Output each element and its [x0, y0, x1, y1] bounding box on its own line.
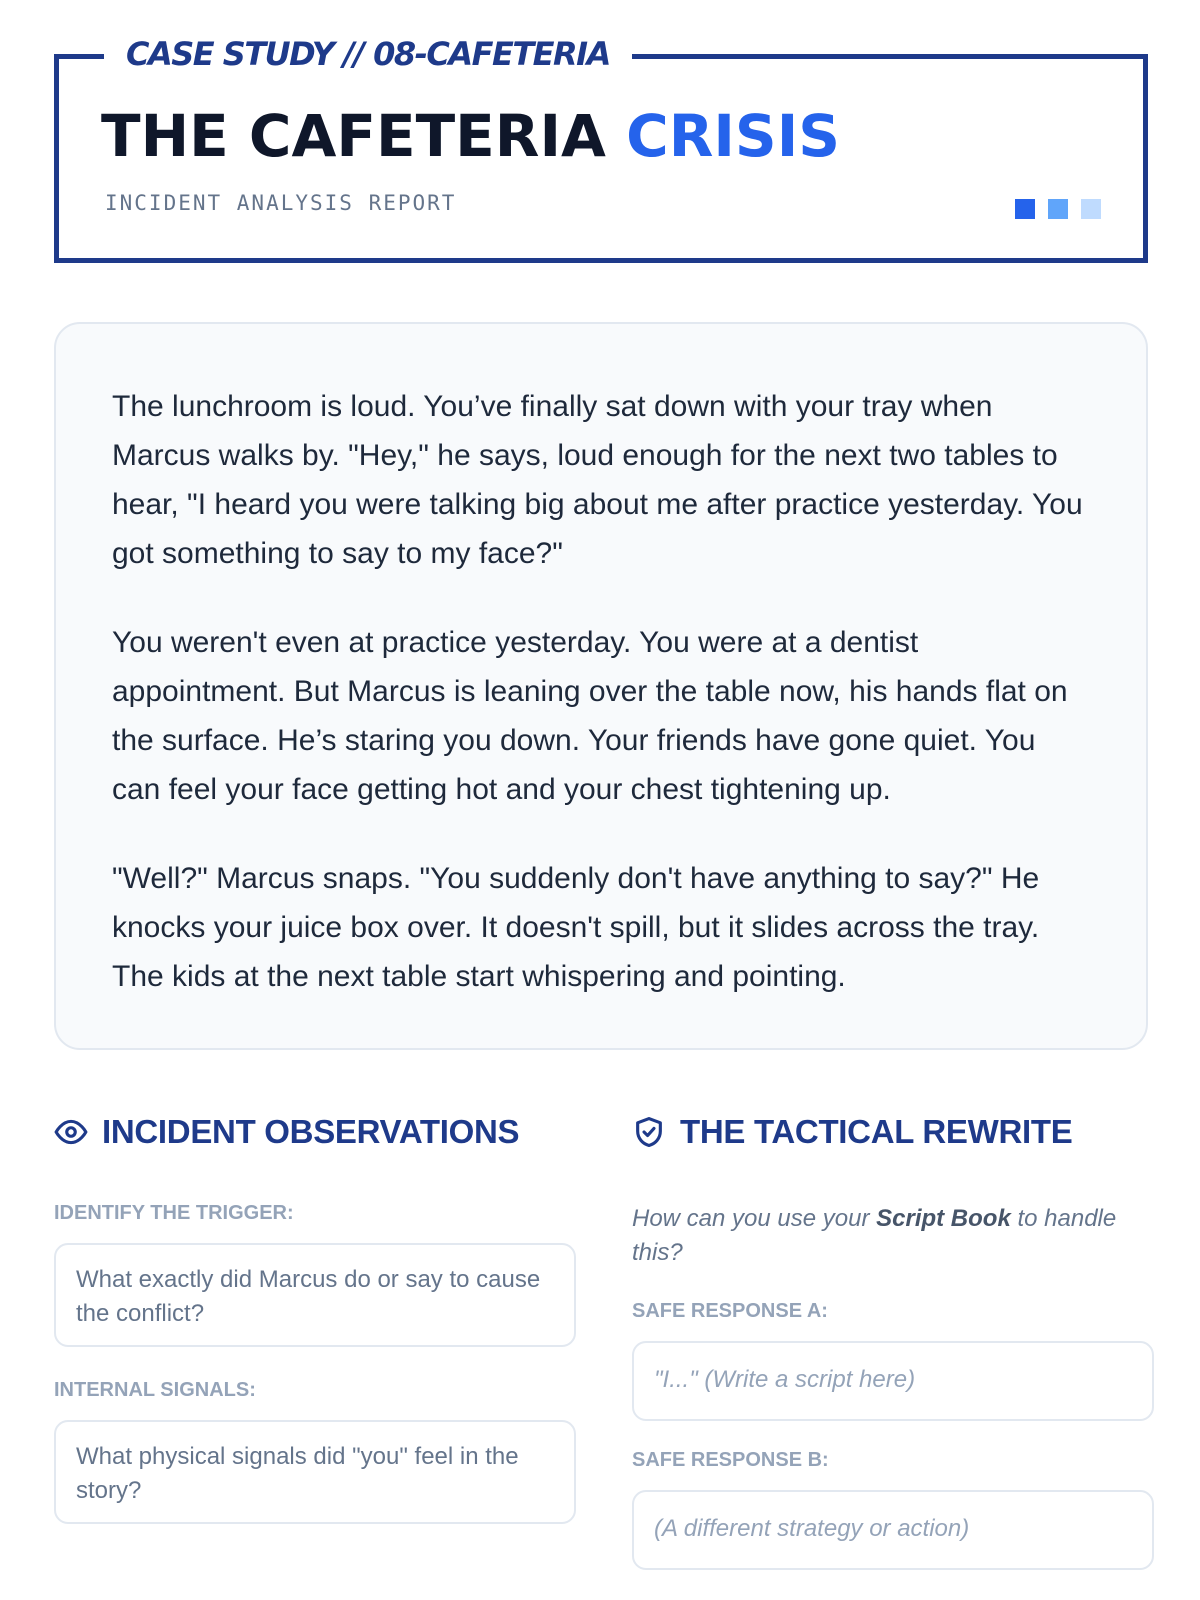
response-b-placeholder: (A different strategy or action)	[654, 1515, 970, 1542]
case-study-eyebrow: CASE STUDY // 08-CAFETERIA	[104, 29, 632, 79]
rewrite-prompt	[632, 1202, 1154, 1270]
rewrite-section	[632, 1108, 1154, 1570]
dot-medium	[1048, 199, 1068, 219]
decorative-dots	[1015, 199, 1101, 219]
story-paragraph: The lunchroom is loud. You’ve finally sat down with your tray when Marcus walks by. "Hey," he says, loud enough for the next two tables to hear, "I heard you were talking big about me after practice yesterday. You got something to say to my face?"	[112, 390, 1083, 570]
signals-prompt: What physical signals did "you" feel in the story?	[76, 1443, 519, 1504]
rewrite-heading	[632, 1108, 1154, 1156]
dot-dark	[1015, 199, 1035, 219]
trigger-label: IDENTIFY THE TRIGGER:	[54, 1202, 294, 1224]
eye-icon	[54, 1115, 88, 1149]
trigger-field[interactable]	[54, 1243, 576, 1347]
observations-heading	[54, 1108, 576, 1156]
response-b-field[interactable]	[632, 1490, 1154, 1570]
script-book-label: Script Book	[876, 1205, 1011, 1232]
signals-label: INTERNAL SIGNALS:	[54, 1379, 256, 1401]
title-accent: CRISIS	[626, 102, 841, 170]
page-subtitle: INCIDENT ANALYSIS REPORT	[105, 191, 457, 215]
rewrite-heading-label: THE TACTICAL REWRITE	[680, 1113, 1073, 1150]
response-a-placeholder: "I..." (Write a script here)	[654, 1366, 916, 1393]
trigger-prompt: What exactly did Marcus do or say to cause the conflict?	[76, 1266, 541, 1327]
observations-heading-label: INCIDENT OBSERVATIONS	[102, 1113, 520, 1150]
page-title	[101, 101, 840, 171]
story-paragraph: You weren't even at practice yesterday. You were at a dentist appointment. But Marcus is leaning over the table now, his hands flat on the surface. He’s staring you down. Your friends have gone quiet. You can feel your face getting hot and your chest tightening up.	[112, 626, 1068, 806]
response-a-field[interactable]	[632, 1341, 1154, 1421]
story-paragraph: "Well?" Marcus snaps. "You suddenly don't have anything to say?" He knocks your juice box over. It doesn't spill, but it slides across the tray. The kids at the next table start whispering and pointing.	[112, 862, 1040, 993]
header-frame	[54, 35, 1148, 263]
response-b-label: SAFE RESPONSE B:	[632, 1449, 829, 1471]
shield-check-icon	[632, 1115, 666, 1149]
dot-light	[1081, 199, 1101, 219]
story-card	[54, 322, 1148, 1050]
rewrite-prompt-before: How can you use your	[632, 1205, 877, 1232]
rewrite-prompt-after: to handle this?	[632, 1205, 1117, 1266]
signals-field[interactable]	[54, 1420, 576, 1524]
observations-section	[54, 1108, 576, 1524]
response-a-label: SAFE RESPONSE A:	[632, 1300, 828, 1322]
title-main: THE CAFETERIA	[101, 102, 627, 170]
